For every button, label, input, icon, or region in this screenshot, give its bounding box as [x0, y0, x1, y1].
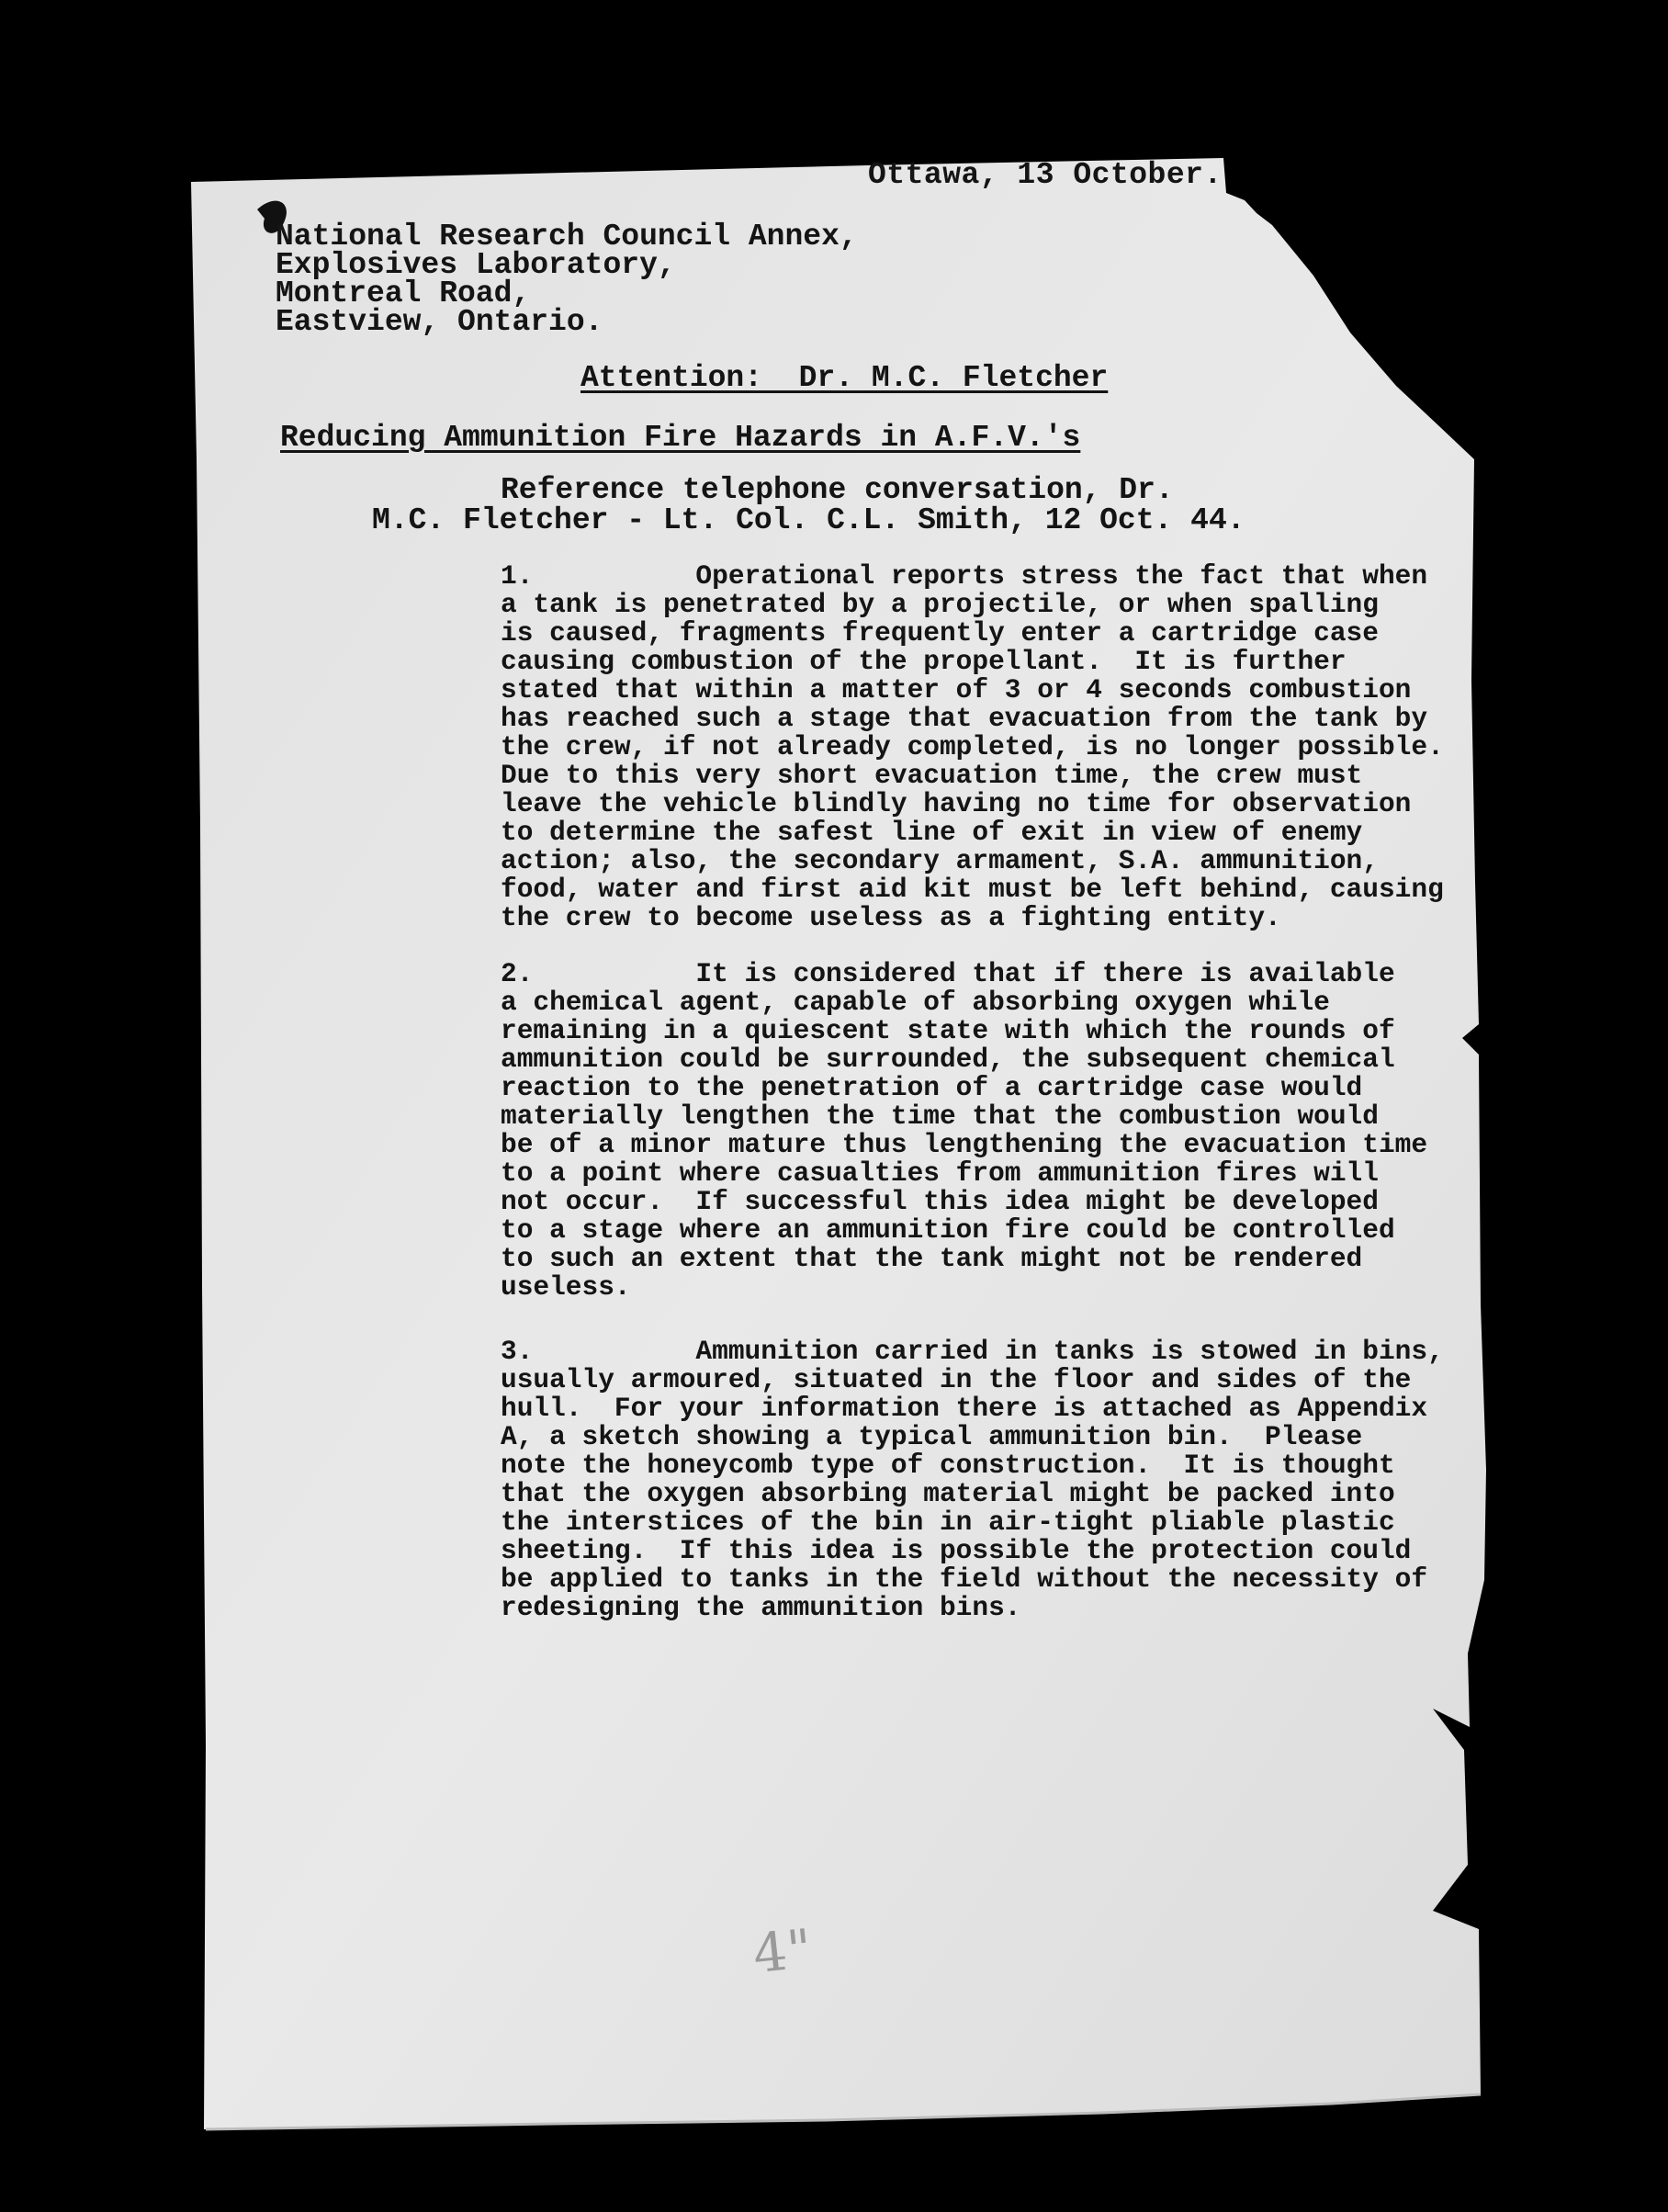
- paragraph-line: not occur. If successful this idea might be developed: [501, 1186, 1379, 1217]
- paragraph-line: the crew, if not already completed, is no longer possible.: [501, 731, 1444, 762]
- paragraph-line: to a point where casualties from ammunition fires will: [501, 1157, 1379, 1189]
- recipient-address: [276, 220, 858, 339]
- paragraph-line: a chemical agent, capable of absorbing oxygen while: [501, 987, 1330, 1018]
- reference-line: Reference telephone conversation, Dr.: [501, 473, 1174, 507]
- paragraph-line: causing combustion of the propellant. It is further: [501, 646, 1347, 677]
- handwritten-page-mark: 4": [749, 1916, 815, 1986]
- paragraph-line: materially lengthen the time that the combustion would: [501, 1100, 1379, 1132]
- address-line: Montreal Road,: [276, 276, 531, 310]
- paragraph-line: to such an extent that the tank might not be rendered: [501, 1243, 1363, 1274]
- paragraph-line: the crew to become useless as a fighting entity.: [501, 902, 1281, 933]
- paragraph-line: usually armoured, situated in the floor and sides of the: [501, 1364, 1412, 1395]
- attention-line: Attention: Dr. M.C. Fletcher: [580, 361, 1109, 395]
- paragraph-line: has reached such a stage that evacuation from the tank by: [501, 703, 1428, 734]
- paragraph-line: 3. Ammunition carried in tanks is stowed in bins,: [501, 1336, 1444, 1367]
- paragraph-line: A, a sketch showing a typical ammunition bin. Please: [501, 1421, 1363, 1452]
- reference-block: [372, 473, 1245, 537]
- paragraph-line: to determine the safest line of exit in view of enemy: [501, 817, 1363, 848]
- paragraph-line: food, water and first aid kit must be left behind, causing: [501, 874, 1444, 905]
- paragraph-1: [501, 562, 1444, 932]
- paragraph-line: reaction to the penetration of a cartridge case would: [501, 1072, 1363, 1103]
- subject-heading: Reducing Ammunition Fire Hazards in A.F.V.'s: [280, 421, 1081, 455]
- paragraph-line: Due to this very short evacuation time, the crew must: [501, 760, 1363, 791]
- paragraph-line: action; also, the secondary armament, S.A. ammunition,: [501, 845, 1379, 876]
- address-line: National Research Council Annex,: [276, 220, 858, 254]
- address-line: Explosives Laboratory,: [276, 248, 676, 282]
- paragraph-3: [501, 1337, 1444, 1622]
- paragraph-line: that the oxygen absorbing material might be packed into: [501, 1478, 1395, 1509]
- paragraph-line: the interstices of the bin in air-tight pliable plastic: [501, 1507, 1395, 1538]
- paragraph-line: ammunition could be surrounded, the subsequent chemical: [501, 1044, 1395, 1075]
- paragraph-line: a tank is penetrated by a projectile, or when spalling: [501, 589, 1379, 620]
- reference-line: M.C. Fletcher - Lt. Col. C.L. Smith, 12 Oct. 44.: [372, 503, 1245, 537]
- paragraph-line: remaining in a quiescent state with which the rounds of: [501, 1015, 1395, 1046]
- paragraph-line: useless.: [501, 1271, 631, 1303]
- address-line: Eastview, Ontario.: [276, 305, 603, 339]
- paragraph-line: stated that within a matter of 3 or 4 seconds combustion: [501, 674, 1412, 705]
- paragraph-line: redesigning the ammunition bins.: [501, 1592, 1021, 1623]
- paragraph-line: 2. It is considered that if there is available: [501, 958, 1395, 989]
- paragraph-2: [501, 960, 1427, 1302]
- paragraph-line: hull. For your information there is attached as Appendix: [501, 1393, 1428, 1424]
- paragraph-line: note the honeycomb type of construction. It is thought: [501, 1450, 1395, 1481]
- letter-date: Ottawa, 13 October.: [868, 158, 1223, 192]
- paragraph-line: to a stage where an ammunition fire could be controlled: [501, 1214, 1395, 1246]
- paragraph-line: is caused, fragments frequently enter a cartridge case: [501, 617, 1379, 649]
- paragraph-line: sheeting. If this idea is possible the protection could: [501, 1535, 1412, 1566]
- paragraph-line: be applied to tanks in the field without the necessity of: [501, 1563, 1428, 1595]
- paragraph-line: be of a minor mature thus lengthening the evacuation time: [501, 1129, 1428, 1160]
- paragraph-line: 1. Operational reports stress the fact that when: [501, 560, 1428, 592]
- paragraph-line: leave the vehicle blindly having no time for observation: [501, 788, 1412, 819]
